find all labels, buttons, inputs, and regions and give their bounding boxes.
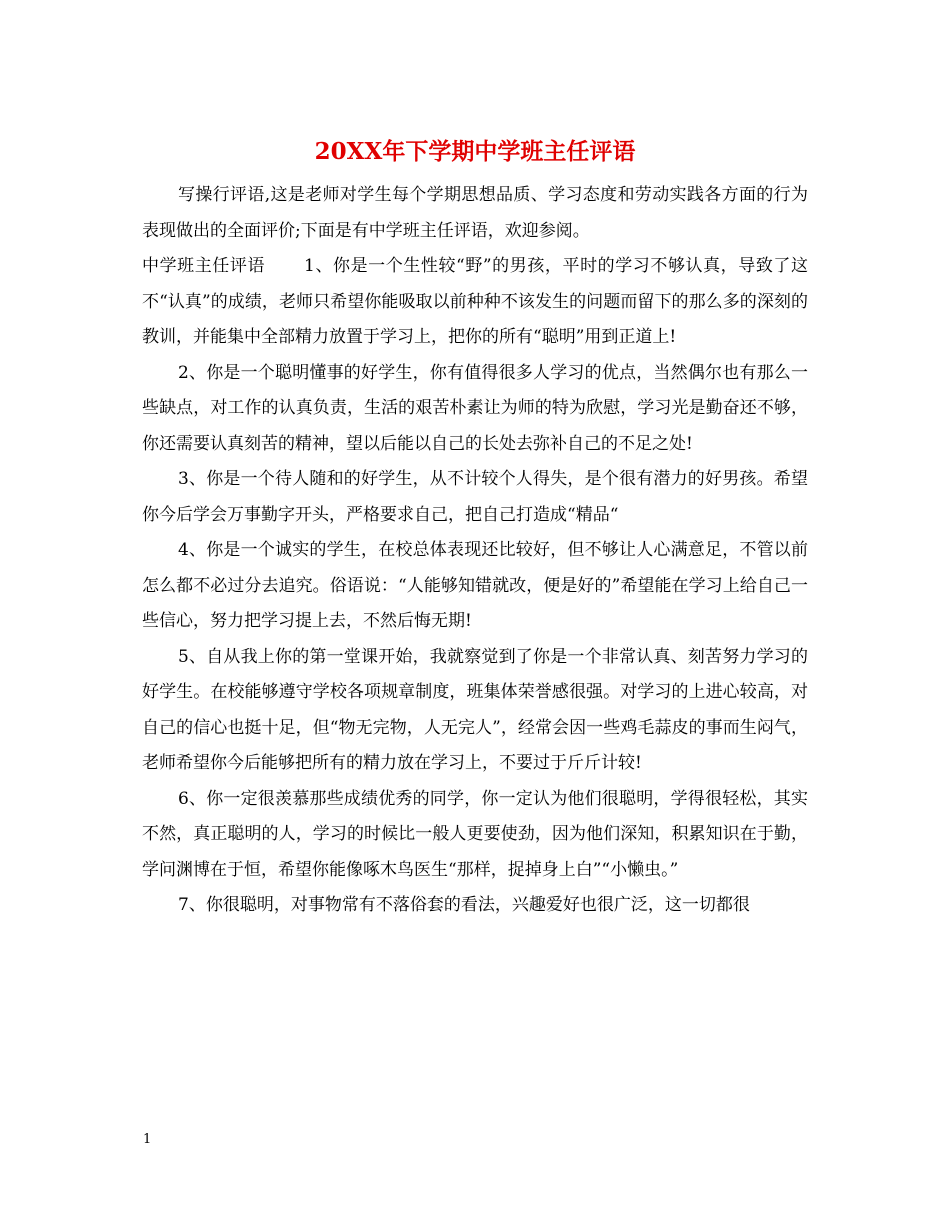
document-body [142, 178, 808, 924]
comment-1: 1、你是一个生性较“野”的男孩，平时的学习不够认真，导致了这不“认真”的成绩，老师只希望你能吸取以前种种不该发生的问题而留下的那么多的深刻的教训，并能集中全部精力放置于学习上，把你的所有“聪明”用到正道上! [142, 256, 808, 347]
page-number: 1 [143, 1132, 152, 1147]
document-title: 20XX年下学期中学班主任评语 [314, 138, 636, 165]
comment-5: 5、自从我上你的第一堂课开始，我就察觉到了你是一个非常认真、刻苦努力学习的好学生。在校能够遵守学校各项规章制度，班集体荣誉感很强。对学习的上进心较高，对自己的信心也挺十足，但“物无完物，人无完人”，经常会因一些鸡毛蒜皮的事而生闷气，老师希望你今后能够把所有的精力放在学习上，不要过于斤斤计较! [142, 646, 808, 773]
first-comment-paragraph [142, 249, 808, 356]
comment-4: 4、你是一个诚实的学生，在校总体表现还比较好，但不够让人心满意足，不管以前怎么都不必过分去追究。俗语说：“人能够知错就改，便是好的”希望能在学习上给自己一些信心，努力把学习提上去，不然后悔无期! [142, 540, 808, 631]
intro-paragraph: 写操行评语,这是老师对学生每个学期思想品质、学习态度和劳动实践各方面的行为表现做出的全面评价;下面是有中学班主任评语，欢迎参阅。 [142, 185, 808, 241]
comment-7: 7、你很聪明，对事物常有不落俗套的看法，兴趣爱好也很广泛，这一切都很 [178, 895, 750, 915]
comment-6: 6、你一定很羡慕那些成绩优秀的同学，你一定认为他们很聪明，学得很轻松，其实不然，真正聪明的人，学习的时候比一般人更要使劲，因为他们深知，积累知识在于勤，学问渊博在于恒，希望你能像啄木鸟医生“那样，捉掉身上白”“小懒虫。” [142, 788, 808, 880]
comment-3: 3、你是一个待人随和的好学生，从不计较个人得失，是个很有潜力的好男孩。希望你今后学会万事勤字开头，严格要求自己，把自己打造成“精品“ [142, 469, 808, 525]
comment-2: 2、你是一个聪明懂事的好学生，你有值得很多人学习的优点，当然偶尔也有那么一些缺点，对工作的认真负责，生活的艰苦朴素让为师的特为欣慰，学习光是勤奋还不够，你还需要认真刻苦的精神，望以后能以自己的长处去弥补自己的不足之处! [142, 362, 808, 454]
section-heading: 中学班主任评语 [142, 256, 266, 276]
